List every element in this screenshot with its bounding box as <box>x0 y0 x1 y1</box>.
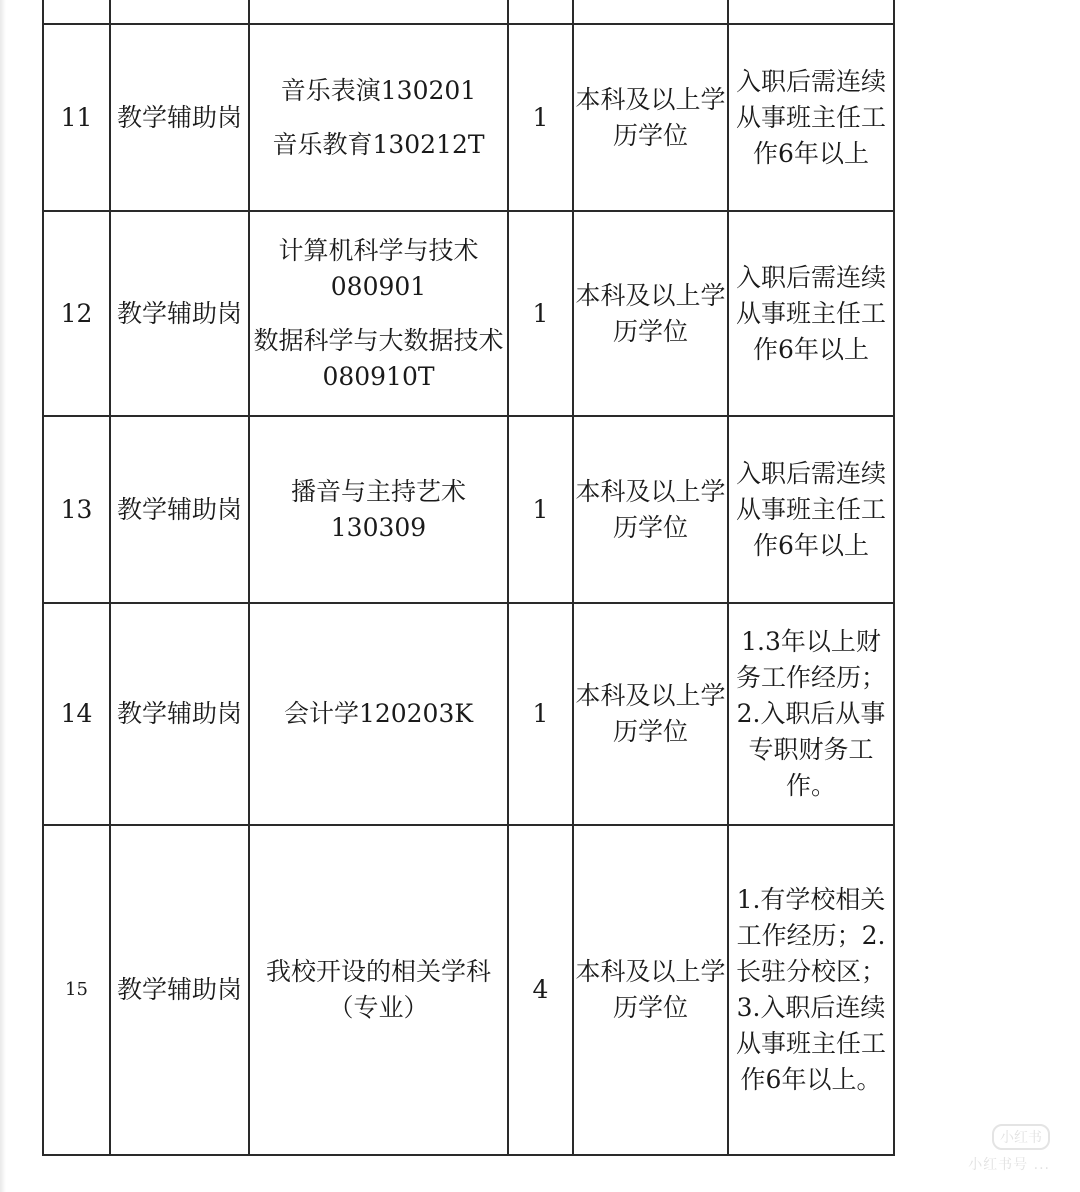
headcount: 1 <box>508 211 573 416</box>
education-requirement: 本科及以上学历学位 <box>573 24 728 211</box>
education-requirement: 本科及以上学历学位 <box>573 211 728 416</box>
remark-cell <box>728 24 894 211</box>
post-name: 教学辅助岗 <box>110 603 249 825</box>
education-requirement: 本科及以上学历学位 <box>573 603 728 825</box>
post-name: 教学辅助岗 <box>110 416 249 603</box>
major-name: 音乐教育130212T <box>272 129 485 159</box>
major-name: 播音与主持艺术130309 <box>290 476 466 542</box>
education-requirement: 本科及以上学历学位 <box>573 416 728 603</box>
table-row <box>43 416 894 603</box>
remark-cell <box>728 603 894 825</box>
major-cell <box>249 416 508 603</box>
major-name: 会计学120203K <box>283 699 474 728</box>
remark-text: 入职后需连续从事班主任工作6年以上 <box>735 262 886 364</box>
remark-text: 1.3年以上财务工作经历；2.入职后从事专职财务工作。 <box>735 627 886 800</box>
remark-cell <box>728 416 894 603</box>
major-cell <box>249 825 508 1155</box>
major-cell <box>249 211 508 416</box>
row-number: 11 <box>43 24 110 211</box>
table-row <box>43 24 894 211</box>
major-name: 我校开设的相关学科（专业） <box>265 957 491 1022</box>
remark-cell <box>728 211 894 416</box>
row-number: 14 <box>43 603 110 825</box>
headcount: 1 <box>508 603 573 825</box>
major-name: 音乐表演130201 <box>280 75 477 105</box>
post-name: 教学辅助岗 <box>110 24 249 211</box>
page-edge-shadow <box>0 0 6 1192</box>
recruitment-table <box>42 0 895 1156</box>
table-row-cut <box>43 0 894 24</box>
table-row <box>43 211 894 416</box>
watermark-text: 小红书号 ... <box>968 1157 1050 1173</box>
remark-text: 入职后需连续从事班主任工作6年以上 <box>735 66 886 168</box>
major-cell <box>249 24 508 211</box>
education-requirement: 本科及以上学历学位 <box>573 825 728 1155</box>
watermark-logo: 小红书 <box>992 1124 1050 1150</box>
post-name: 教学辅助岗 <box>110 825 249 1155</box>
remark-cell <box>728 825 894 1155</box>
remark-text: 1.有学校相关工作经历；2.长驻分校区；3.入职后连续从事班主任工作6年以上。 <box>735 885 886 1094</box>
row-number: 13 <box>43 416 110 603</box>
major-cell <box>249 603 508 825</box>
headcount: 1 <box>508 24 573 211</box>
headcount: 1 <box>508 416 573 603</box>
post-name: 教学辅助岗 <box>110 211 249 416</box>
table-row <box>43 825 894 1155</box>
major-name: 数据科学与大数据技术080910T <box>253 325 504 391</box>
headcount: 4 <box>508 825 573 1155</box>
remark-text: 入职后需连续从事班主任工作6年以上 <box>735 458 886 560</box>
row-number: 15 <box>43 825 110 1155</box>
row-number: 12 <box>43 211 110 416</box>
table-row <box>43 603 894 825</box>
major-name: 计算机科学与技术080901 <box>278 235 479 301</box>
